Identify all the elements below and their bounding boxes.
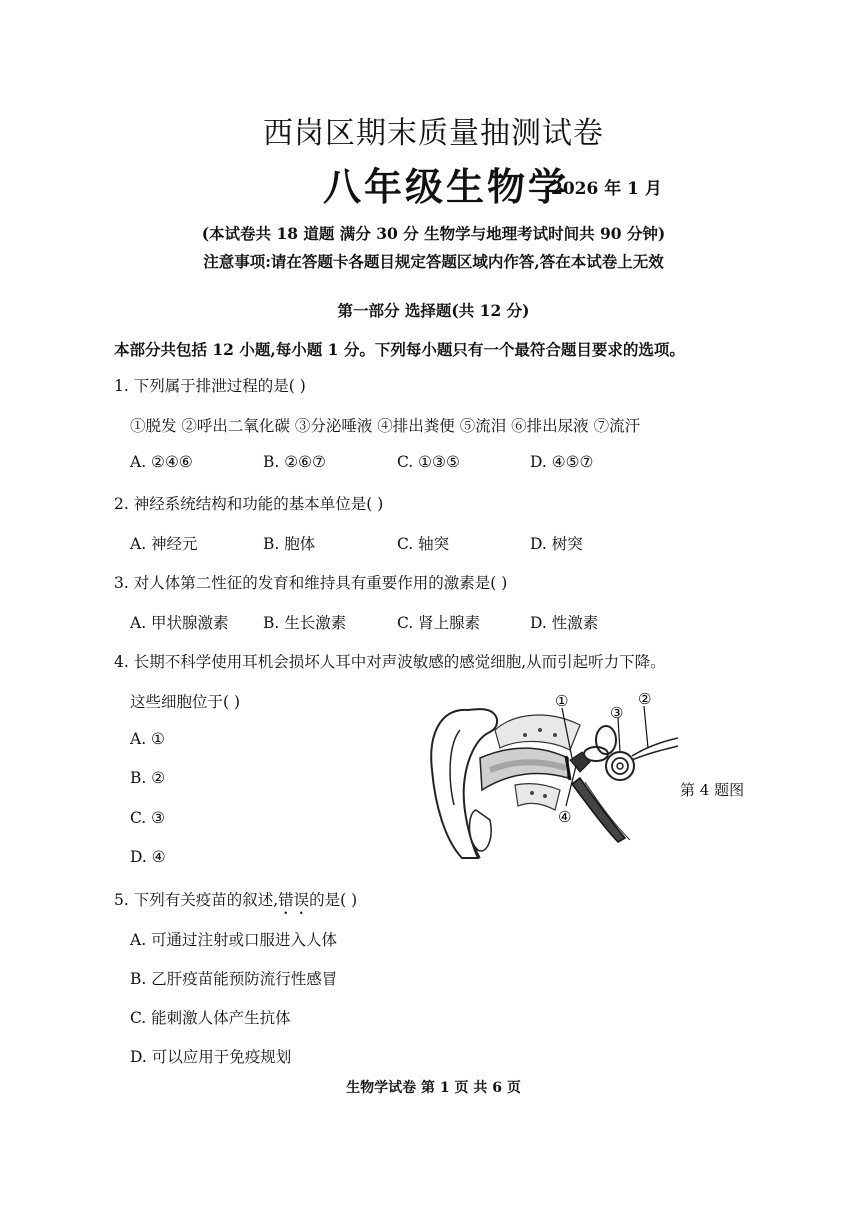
question-4-option-d: D. ④ [130,848,166,866]
question-4-stem-continued: 这些细胞位于( ) [130,693,241,711]
question-1-stem: 1. 下列属于排泄过程的是( ) [114,377,306,395]
question-2-stem: 2. 神经系统结构和功能的基本单位是( ) [114,495,384,513]
figure-label-3: ③ [610,704,624,722]
question-2-option-b: B. 胞体 [263,535,316,553]
exam-info: (本试卷共 18 道题 满分 30 分 生物学与地理考试时间共 90 分钟) [201,224,666,243]
subject-title: 八年级生物学 [323,164,570,209]
exam-title: 西岗区期末质量抽测试卷 [263,116,604,151]
section-intro: 本部分共包括 12 小题,每小题 1 分。下列每小题只有一个最符合题目要求的选项。 [114,340,685,359]
exam-notice: 注意事项:请在答题卡各题目规定答题区域内作答,答在本试卷上无效 [203,252,664,271]
question-5-stem-end: 的是( ) [309,891,358,909]
question-3-option-a: A. 甲状腺激素 [130,614,229,632]
question-5-option-a: A. 可通过注射或口服进入人体 [130,931,338,949]
question-1-option-a: A. ②④⑥ [130,453,193,471]
question-2-option-c: C. 轴突 [397,535,450,553]
question-2-option-a: A. 神经元 [130,535,198,553]
question-1-items: ①脱发 ②呼出二氧化碳 ③分泌唾液 ④排出粪便 ⑤流泪 ⑥排出尿液 ⑦流汗 [130,417,641,435]
question-1-option-c: C. ①③⑤ [397,453,460,471]
figure-label-2: ② [638,690,652,708]
question-2-option-d: D. 树突 [530,535,583,553]
question-5-option-c: C. 能刺激人体产生抗体 [130,1009,291,1027]
question-3-stem: 3. 对人体第二性征的发育和维持具有重要作用的激素是( ) [114,574,508,592]
question-1-option-d: D. ④⑤⑦ [530,453,594,471]
question-5-option-d: D. 可以应用于免疫规划 [130,1048,292,1066]
ear-anatomy-figure [420,690,680,865]
question-3-option-c: C. 肾上腺素 [397,614,481,632]
question-4-option-b: B. ② [130,769,166,787]
section-title: 第一部分 选择题(共 12 分) [337,301,530,320]
question-3-option-d: D. 性激素 [530,614,599,632]
question-5-emphasis: 错误 [278,891,310,909]
question-1-option-b: B. ②⑥⑦ [263,453,326,471]
figure-label-1: ① [555,692,569,710]
question-4-option-c: C. ③ [130,809,166,827]
question-4-stem: 4. 长期不科学使用耳机会损坏人耳中对声波敏感的感觉细胞,从而引起听力下降。 [114,653,666,671]
question-3-option-b: B. 生长激素 [263,614,347,632]
exam-date: 2026 年 1 月 [551,179,662,199]
question-5-stem [114,888,357,918]
question-5-option-b: B. 乙肝疫苗能预防流行性感冒 [130,970,338,988]
figure-caption: 第 4 题图 [680,781,745,799]
question-5-stem-start: 5. 下列有关疫苗的叙述, [114,891,279,909]
question-4-option-a: A. ① [130,730,165,748]
page-footer: 生物学试卷 第 1 页 共 6 页 [346,1080,521,1096]
figure-label-4: ④ [558,808,572,826]
